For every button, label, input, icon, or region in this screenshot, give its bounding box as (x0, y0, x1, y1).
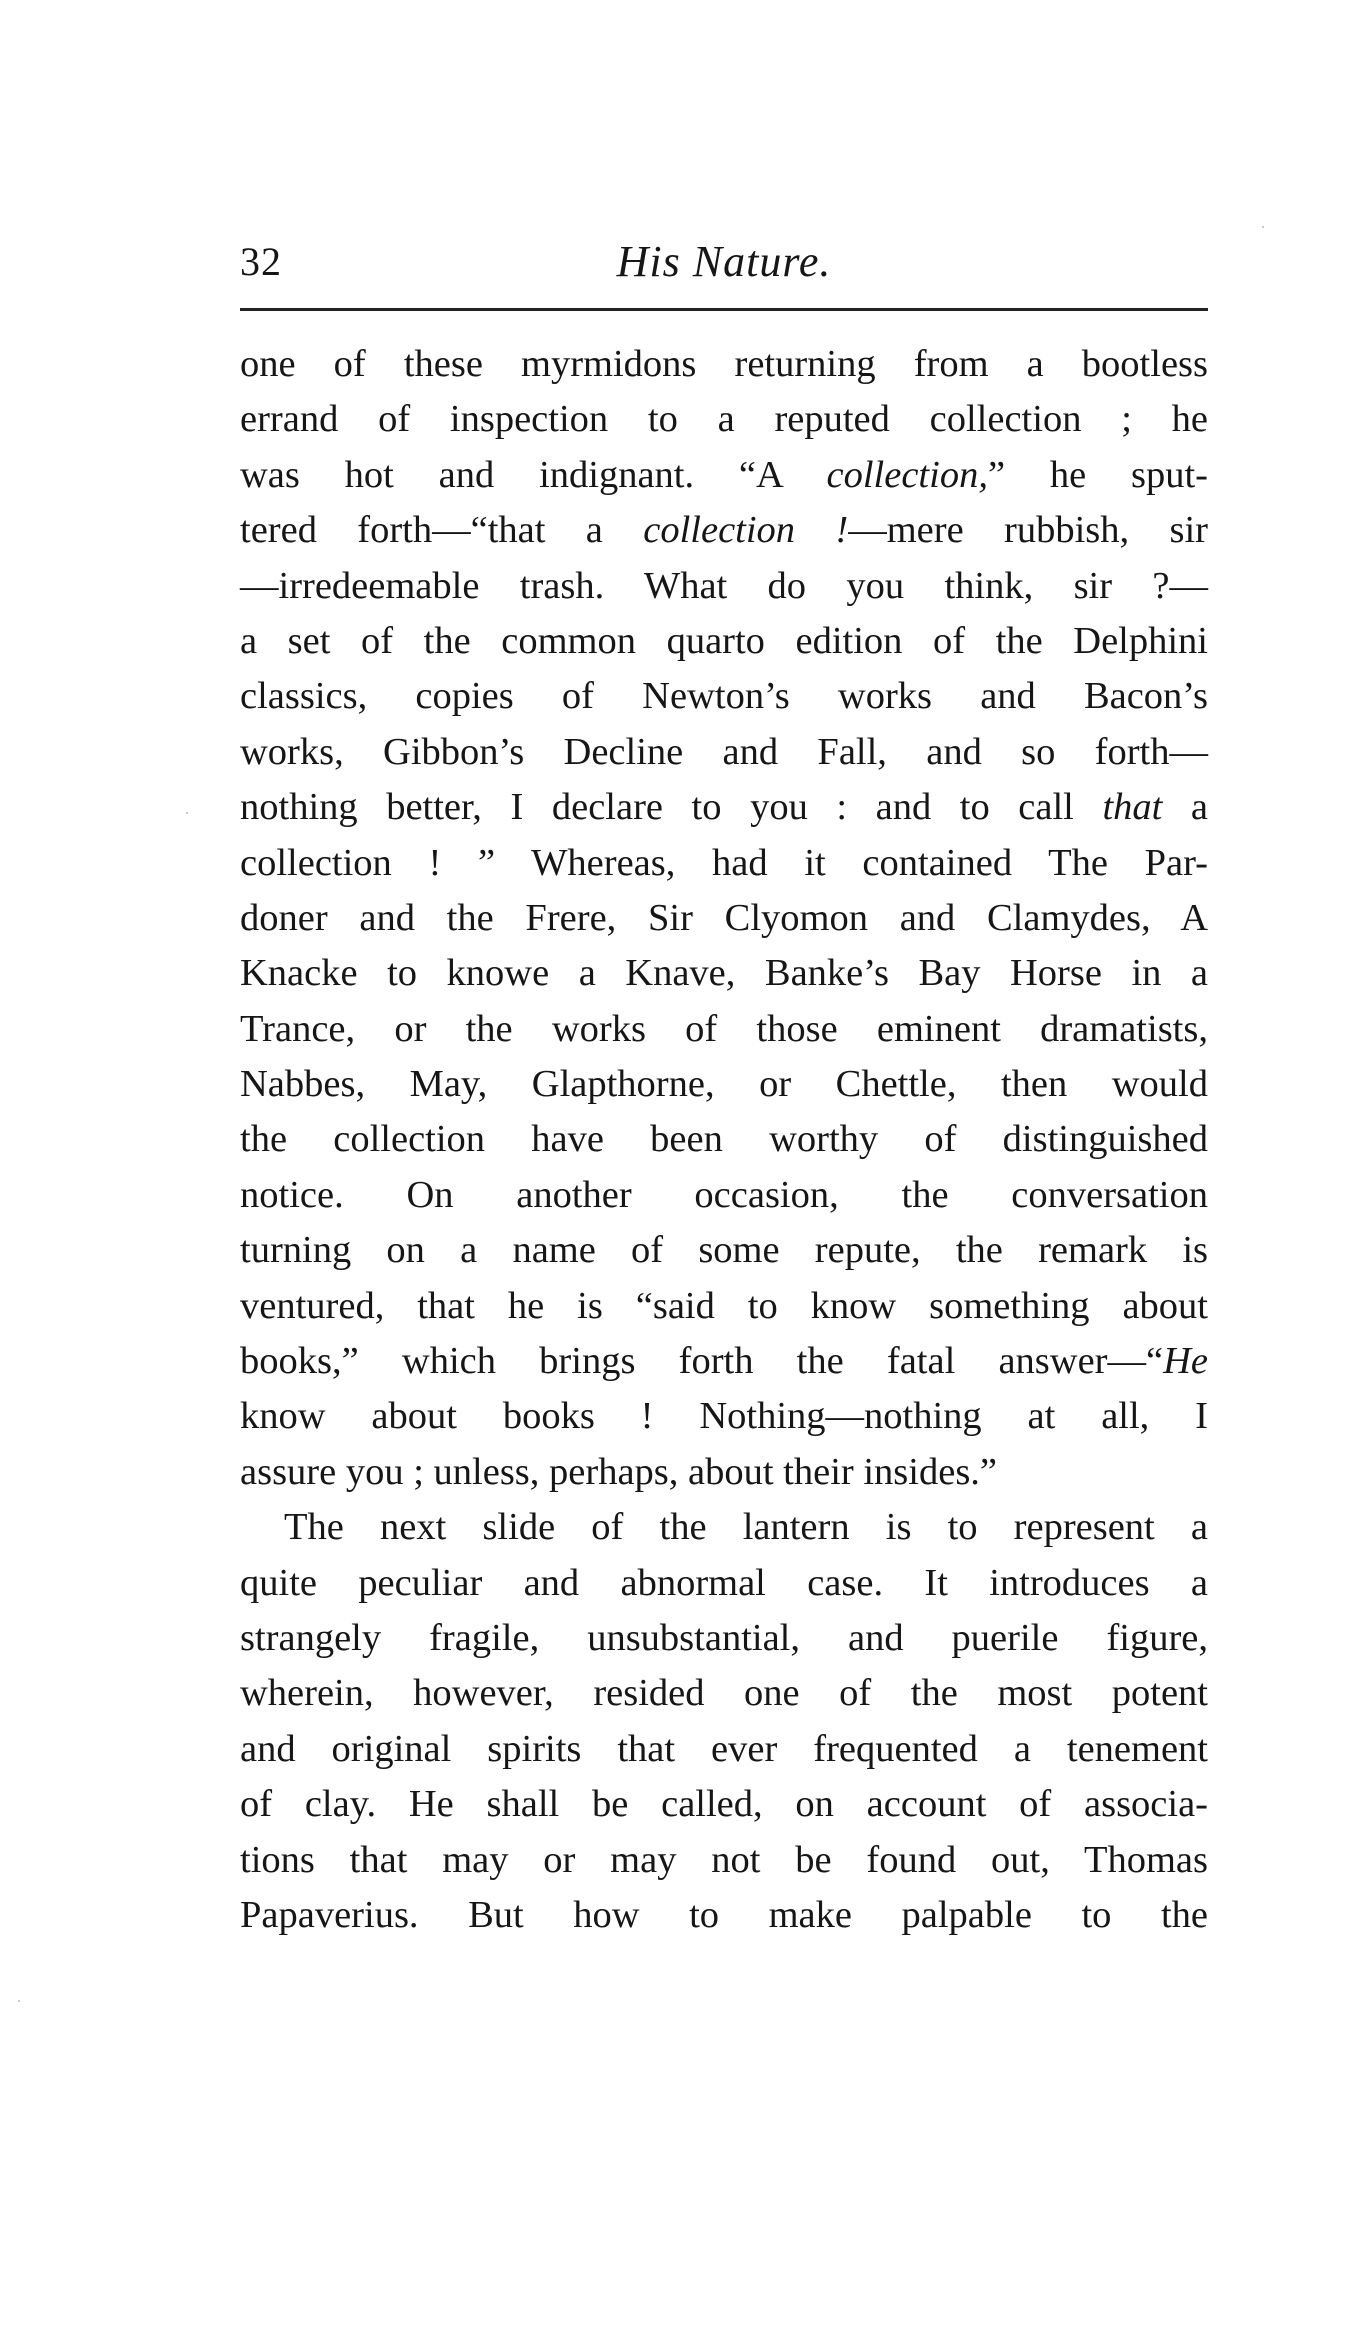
paper-speck (1262, 226, 1264, 228)
body-text (240, 337, 1208, 1943)
text-run: —mere rubbish, sir (848, 509, 1209, 552)
text-line: works, Gibbon’s Decline and Fall, and so forth— (240, 730, 1208, 773)
italic-text: collection, (826, 453, 988, 496)
text-line: ventured, that he is “said to know something about (240, 1284, 1208, 1327)
text-line: Nabbes, May, Glapthorne, or Chettle, then would (240, 1063, 1208, 1106)
text-line (240, 448, 1208, 503)
paragraph-1 (240, 337, 1208, 1500)
text-run: tered forth—“that a (240, 509, 644, 552)
text-line: tions that may or may not be found out, Thomas (240, 1838, 1208, 1881)
text-line: doner and the Frere, Sir Clyomon and Clamydes, A (240, 896, 1208, 939)
text-line: Knacke to knowe a Knave, Banke’s Bay Horse in a (240, 952, 1208, 995)
page-header (240, 232, 1208, 292)
text-run: ” he sput- (987, 453, 1208, 496)
text-line (240, 780, 1208, 835)
paper-speck (186, 812, 188, 814)
italic-text: that (1102, 786, 1163, 829)
text-line: a set of the common quarto edition of the Delphini (240, 619, 1208, 662)
text-line: strangely fragile, unsubstantial, and puerile figure, (240, 1616, 1208, 1659)
text-line: one of these myrmidons returning from a bootless (240, 343, 1208, 385)
text-run: nothing better, I declare to you : and to call (240, 786, 1103, 829)
text-line: the collection have been worthy of distinguished (240, 1118, 1208, 1161)
text-line: Trance, or the works of those eminent dramatists, (240, 1007, 1208, 1050)
text-line: —irredeemable trash. What do you think, sir ?— (240, 564, 1208, 607)
text-line: know about books ! Nothing—nothing at all, I (240, 1395, 1208, 1438)
text-line: The next slide of the lantern is to represent a (284, 1506, 1208, 1549)
text-line: notice. On another occasion, the conversation (240, 1173, 1208, 1216)
paper-speck (18, 2000, 20, 2002)
text-line: Papaverius. But how to make palpable to the (240, 1893, 1208, 1936)
text-line: wherein, however, resided one of the most potent (240, 1672, 1208, 1715)
text-run: was hot and indignant. “A (240, 453, 827, 496)
italic-text: collection ! (643, 509, 849, 552)
running-title: His Nature. (616, 237, 832, 286)
text-line: classics, copies of Newton’s works and Bacon’s (240, 675, 1208, 718)
text-run: a (1162, 786, 1208, 829)
text-line (240, 1334, 1208, 1389)
text-line: assure you ; unless, perhaps, about their insides.” (240, 1450, 998, 1493)
text-line: and original spirits that ever frequented a tenement (240, 1727, 1208, 1770)
text-line: of clay. He shall be called, on account of associa- (240, 1783, 1208, 1826)
header-rule (240, 308, 1208, 311)
italic-text: He (1163, 1340, 1208, 1383)
text-line: turning on a name of some repute, the remark is (240, 1229, 1208, 1272)
text-line (240, 503, 1208, 558)
paragraph-2 (240, 1500, 1208, 1943)
text-line: errand of inspection to a reputed collection ; he (240, 398, 1208, 441)
text-line: collection ! ” Whereas, had it contained The Par- (240, 841, 1208, 884)
text-run: books,” which brings forth the fatal answer—“ (240, 1340, 1164, 1383)
text-line: quite peculiar and abnormal case. It introduces a (240, 1561, 1208, 1604)
page-number: 32 (240, 239, 282, 284)
